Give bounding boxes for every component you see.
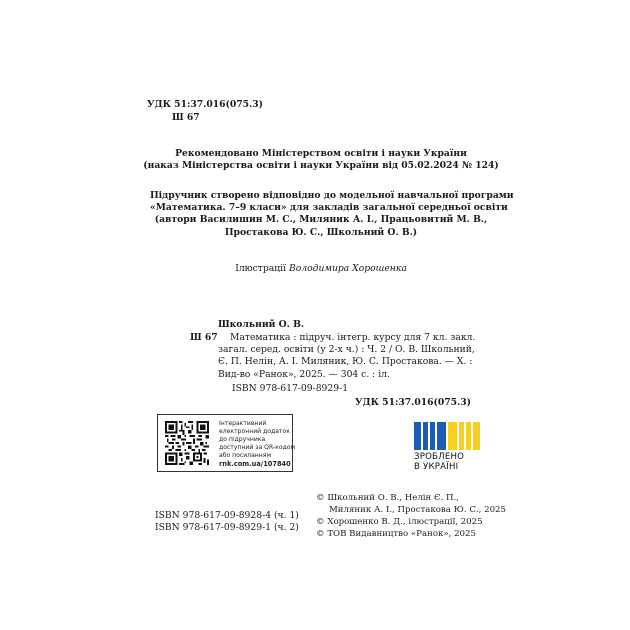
catalog-line: Є. П. Нелін, А. І. Миляник, Ю. С. Простакова. — Х. : bbox=[218, 356, 473, 368]
textbook-description bbox=[150, 190, 514, 239]
illustrator-name: Володимира Хорошенка bbox=[288, 263, 407, 274]
qr-block bbox=[157, 414, 296, 472]
ua-logo-line-2: В УКРАЇНІ bbox=[414, 462, 459, 472]
description-line: «Математика. 7–9 класи» для закладів загальної середньої освіти bbox=[150, 202, 508, 214]
catalog-code: Ш 67 bbox=[190, 332, 218, 343]
qr-text-line: або посиланням bbox=[219, 452, 272, 459]
description-line: (автори Василишин М. С., Миляник А. І., Працьовитий М. В., bbox=[154, 214, 488, 226]
catalog-author: Школьний О. В. bbox=[218, 319, 305, 330]
qr-text-line: Інтерактивний bbox=[219, 420, 267, 427]
made-in-ukraine-logo bbox=[414, 422, 480, 474]
copyright-block bbox=[316, 492, 506, 540]
qr-description bbox=[219, 420, 295, 468]
ua-logo-line-1: ЗРОБЛЕНО bbox=[414, 452, 465, 462]
author-code-header: Ш 67 bbox=[172, 112, 200, 123]
recommendation bbox=[140, 148, 502, 172]
catalog-line: Вид-во «Ранок», 2025. — 304 с. : іл. bbox=[218, 368, 390, 380]
catalog-line: загал. серед. освіти (у 2-х ч.) : Ч. 2 / О. В. Школьний, bbox=[218, 344, 475, 356]
qr-code-icon[interactable] bbox=[165, 421, 209, 465]
qr-link[interactable]: rnk.com.ua/107840 bbox=[219, 460, 291, 468]
copyright-line: © Школьний О. В., Нелін Є. П., bbox=[316, 493, 459, 503]
ukraine-flag-bars-icon bbox=[414, 422, 480, 450]
isbn-part-2: ISBN 978-617-09-8929-1 (ч. 2) bbox=[155, 522, 299, 533]
qr-text-line: доступний за QR-кодом bbox=[219, 444, 296, 451]
copyright-line: Миляник А. І., Простакова Ю. С., 2025 bbox=[329, 505, 506, 515]
description-line: Підручник створено відповідно до модельної навчальної програми bbox=[150, 190, 514, 201]
copyright-line: © Хорошенко В. Д., ілюстрації, 2025 bbox=[316, 517, 483, 527]
recommendation-line-2: (наказ Міністерства освіти і науки України від 05.02.2024 № 124) bbox=[143, 160, 499, 172]
illustrations-credit bbox=[150, 263, 492, 275]
catalog-entry bbox=[218, 332, 475, 381]
illustrations-label: Ілюстрації bbox=[235, 263, 287, 274]
made-in-ukraine-text bbox=[414, 452, 464, 472]
description-line: Простакова Ю. С., Школьний О. В.) bbox=[224, 226, 418, 238]
catalog-isbn: ISBN 978-617-09-8929-1 bbox=[232, 383, 349, 394]
udk-header: УДК 51:37.016(075.3) bbox=[147, 99, 263, 110]
qr-text-line: до підручника bbox=[219, 436, 266, 443]
copyright-line: © ТОВ Видавництво «Ранок», 2025 bbox=[316, 529, 476, 539]
qr-text-line: електронний додаток bbox=[219, 428, 290, 435]
recommendation-line-1: Рекомендовано Міністерством освіти і науки України bbox=[175, 148, 467, 159]
catalog-udk: УДК 51:37.016(075.3) bbox=[355, 397, 471, 408]
catalog-line: Математика : підруч. інтегр. курсу для 7 кл. закл. bbox=[230, 332, 476, 343]
isbn-part-1: ISBN 978-617-09-8928-4 (ч. 1) bbox=[155, 510, 299, 521]
